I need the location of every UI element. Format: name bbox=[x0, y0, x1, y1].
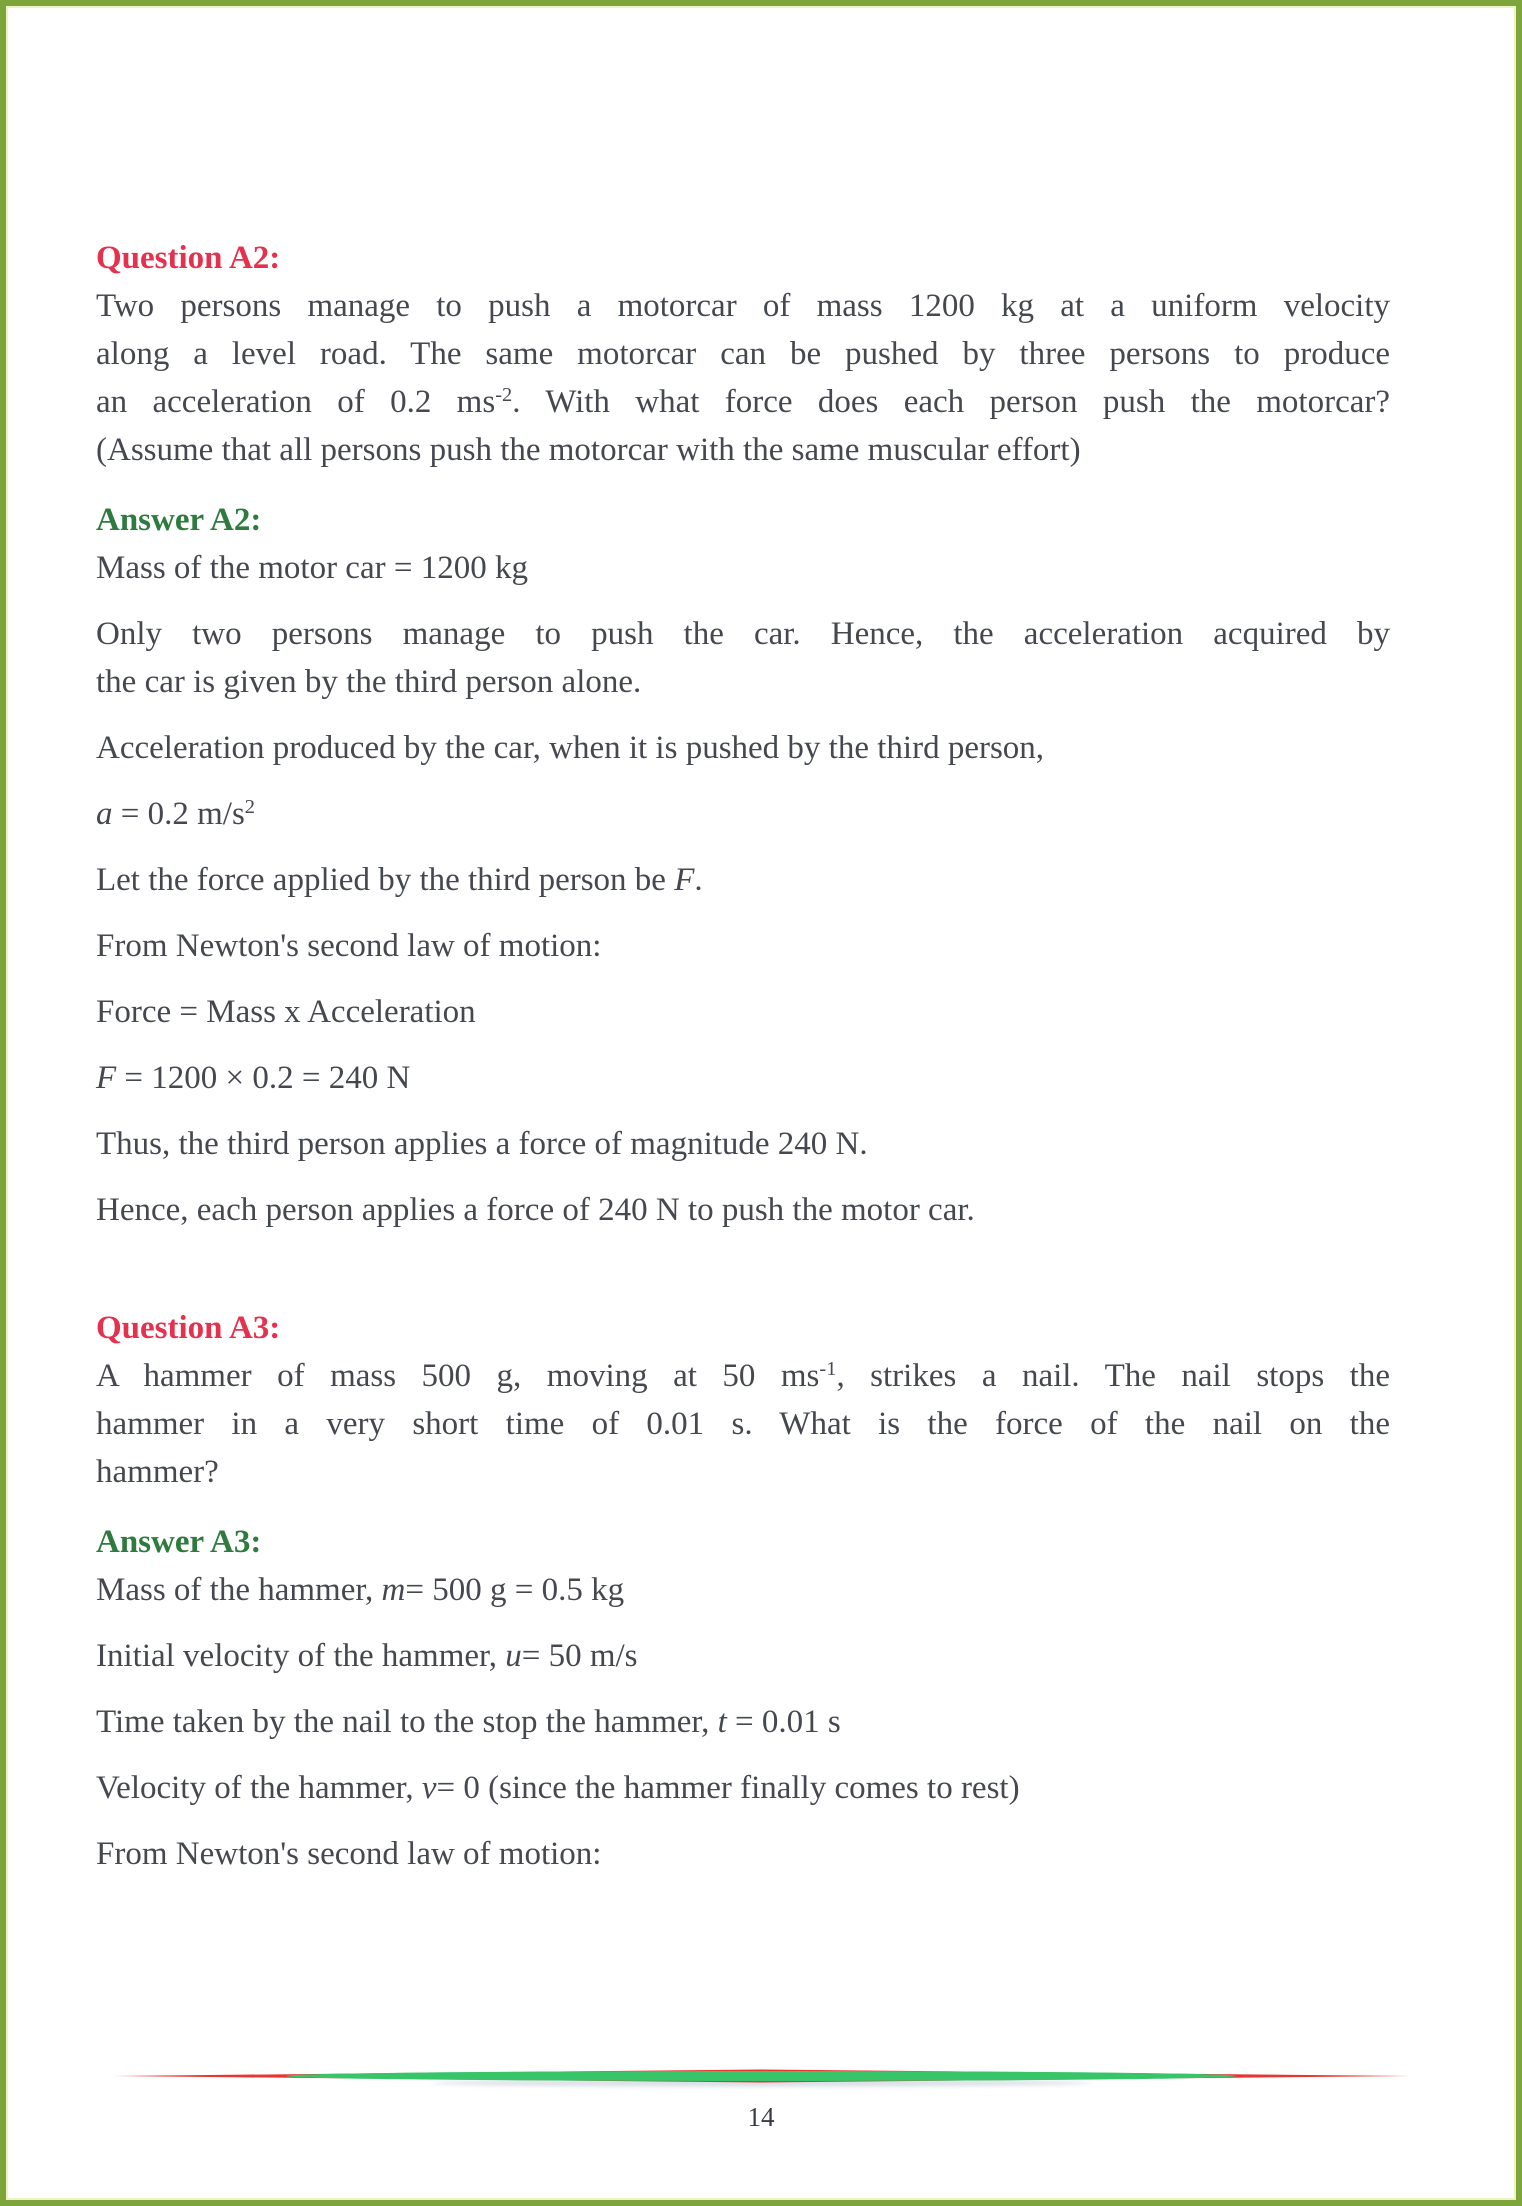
question-a3-line: hammer? bbox=[96, 1454, 219, 1490]
line-text: Mass of the hammer, bbox=[96, 1572, 382, 1608]
line-text: Let the force applied by the third person be bbox=[96, 862, 675, 898]
question-a3-line-part: A hammer of mass 500 g, moving at 50 ms bbox=[96, 1358, 820, 1394]
variable-u: u bbox=[505, 1638, 522, 1674]
line-text: = 0 (since the hammer finally comes to rest) bbox=[436, 1770, 1020, 1806]
line-text: = 500 g = 0.5 kg bbox=[405, 1572, 625, 1608]
question-a2-text bbox=[96, 282, 1390, 474]
answer-a2-paragraph bbox=[96, 610, 1390, 706]
superscript: -1 bbox=[819, 1357, 837, 1380]
question-a2-line-part: . With what force does each person push the motorcar? bbox=[512, 384, 1390, 420]
answer-a2-thus-line: Thus, the third person applies a force of magnitude 240 N. bbox=[96, 1126, 868, 1162]
equation-text: = 1200 × 0.2 = 240 N bbox=[116, 1060, 411, 1096]
answer-a3-mass-line bbox=[96, 1566, 1390, 1614]
answer-a2-equation-f bbox=[96, 1054, 1390, 1102]
answer-a3-velocity-line bbox=[96, 1632, 1390, 1680]
line-text: = 0.01 s bbox=[726, 1704, 841, 1740]
variable-f: F bbox=[96, 1060, 117, 1096]
line-text: Initial velocity of the hammer, bbox=[96, 1638, 506, 1674]
answer-a2-equation-a bbox=[96, 790, 1390, 838]
line-text: . bbox=[694, 862, 703, 898]
question-a3-heading: Question A3: bbox=[96, 1310, 281, 1346]
variable-v: v bbox=[421, 1770, 437, 1806]
question-a2-line: Two persons manage to push a motorcar of mass 1200 kg at a uniform velocity bbox=[96, 288, 1390, 324]
question-a3-line: hammer in a very short time of 0.01 s. What is the force of the nail on the bbox=[96, 1406, 1390, 1442]
question-a3-text bbox=[96, 1352, 1390, 1496]
question-a2-line bbox=[96, 378, 1390, 426]
answer-a2-mass-line: Mass of the motor car = 1200 kg bbox=[96, 550, 528, 586]
equation-text: = 0.2 m/s bbox=[112, 796, 245, 832]
page-number: 14 bbox=[747, 2102, 775, 2132]
answer-a2-force-line bbox=[96, 856, 1390, 904]
question-a2-line-part: an acceleration of 0.2 ms bbox=[96, 384, 496, 420]
footer-divider bbox=[111, 2066, 1411, 2090]
divider-green-lens bbox=[286, 2071, 1236, 2081]
superscript: -2 bbox=[495, 383, 513, 406]
question-a2-heading: Question A2: bbox=[96, 240, 281, 276]
answer-a3-newton-line: From Newton's second law of motion: bbox=[96, 1836, 602, 1872]
variable-a: a bbox=[96, 796, 113, 832]
line-text: = 50 m/s bbox=[521, 1638, 638, 1674]
answer-a2-line: the car is given by the third person alone. bbox=[96, 664, 642, 700]
superscript: 2 bbox=[244, 795, 256, 818]
answer-a2-line: Only two persons manage to push the car. Hence, the acceleration acquired by bbox=[96, 616, 1390, 652]
answer-a3-time-line bbox=[96, 1698, 1390, 1746]
answer-a3-final-velocity-line bbox=[96, 1764, 1390, 1812]
answer-a2-newton-line: From Newton's second law of motion: bbox=[96, 928, 602, 964]
page-content bbox=[96, 234, 1390, 1878]
question-a2-line: (Assume that all persons push the motorcar with the same muscular effort) bbox=[96, 432, 1081, 468]
answer-a3-heading: Answer A3: bbox=[96, 1524, 262, 1560]
answer-a2-hence-line: Hence, each person applies a force of 240 N to push the motor car. bbox=[96, 1192, 975, 1228]
variable-m: m bbox=[381, 1572, 406, 1608]
answer-a2-heading: Answer A2: bbox=[96, 502, 262, 538]
answer-a2-formula-line: Force = Mass x Acceleration bbox=[96, 994, 476, 1030]
question-a3-line-part: , strikes a nail. The nail stops the bbox=[836, 1358, 1390, 1394]
line-text: Velocity of the hammer, bbox=[96, 1770, 422, 1806]
question-a3-line bbox=[96, 1352, 1390, 1400]
page-footer bbox=[0, 2066, 1522, 2136]
answer-a2-acceleration-line: Acceleration produced by the car, when it is pushed by the third person, bbox=[96, 730, 1045, 766]
question-a2-line: along a level road. The same motorcar can be pushed by three persons to produce bbox=[96, 336, 1390, 372]
variable-t: t bbox=[717, 1704, 727, 1740]
variable-f: F bbox=[674, 862, 695, 898]
line-text: Time taken by the nail to the stop the hammer, bbox=[96, 1704, 718, 1740]
